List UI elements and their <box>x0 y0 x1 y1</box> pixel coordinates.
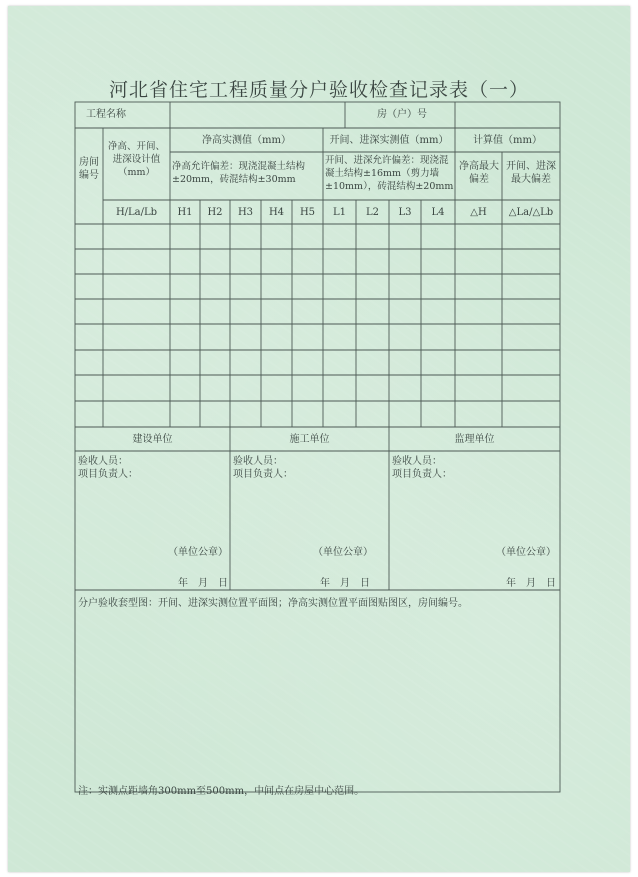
footnote: 注：实测点距墙角300mm至500mm，中间点在房屋中心范围。 <box>78 786 365 797</box>
max-height-deviation-header: 净高最大偏差 <box>459 161 499 185</box>
supervision-date-label: 年 月 日 <box>506 578 556 589</box>
supervision-inspector-label: 验收人员： <box>392 456 442 467</box>
subheader-delta-l: △La/△Lb <box>508 207 554 218</box>
subheader-h2: H2 <box>207 207 223 218</box>
net-height-tolerance: 净高允许偏差：现浇混凝土结构±20mm，砖混结构±30mm <box>172 161 306 185</box>
subheader-l2: L2 <box>365 207 379 218</box>
calc-group-header: 计算值（mm） <box>473 135 542 146</box>
build-seal-label: （单位公章） <box>168 547 228 558</box>
supervision-unit-header: 监理单位 <box>454 434 495 445</box>
build-inspector-label: 验收人员： <box>78 456 128 467</box>
subheader-delta-h: △H <box>470 207 487 218</box>
construction-seal-label: （单位公章） <box>313 547 373 558</box>
net-height-group-header: 净高实测值（mm） <box>202 135 291 146</box>
subheader-design: H/La/Lb <box>115 207 158 218</box>
build-manager-label: 项目负责人： <box>78 469 138 480</box>
construction-manager-label: 项目负责人： <box>233 469 293 480</box>
construction-inspector-label: 验收人员： <box>233 456 283 467</box>
max-bay-deviation-header: 开间、进深最大偏差 <box>506 161 556 185</box>
subheader-l3: L3 <box>398 207 412 218</box>
subheader-l1: L1 <box>332 207 346 218</box>
build-date-label: 年 月 日 <box>178 578 228 589</box>
subheader-h4: H4 <box>268 207 285 218</box>
supervision-seal-label: （单位公章） <box>496 547 556 558</box>
build-unit-header: 建设单位 <box>132 434 173 445</box>
subheader-h1: H1 <box>177 207 193 218</box>
bay-depth-group-header: 开间、进深实测值（mm） <box>329 135 449 146</box>
construction-date-label: 年 月 日 <box>320 578 370 589</box>
unit-number-label: 房（户）号 <box>377 109 427 120</box>
room-number-header: 房间编号 <box>79 157 99 181</box>
bay-depth-tolerance: 开间、进深允许偏差：现浇混凝土结构±16mm（剪力墙±10mm），砖混结构±20mm <box>325 155 454 192</box>
project-name-label: 工程名称 <box>86 109 126 120</box>
subheader-h3: H3 <box>237 207 254 218</box>
plan-note: 分户验收套型图：开间、进深实测位置平面图；净高实测位置平面图贴图区，房间编号。 <box>78 598 468 609</box>
form-title: 河北省住宅工程质量分户验收检查记录表（一） <box>108 79 529 101</box>
construction-unit-header: 施工单位 <box>289 434 330 445</box>
subheader-l4: L4 <box>431 207 445 218</box>
supervision-manager-label: 项目负责人： <box>392 469 452 480</box>
design-value-header: 净高、开间、进深设计值（mm） <box>107 141 165 178</box>
subheader-h5: H5 <box>299 207 316 218</box>
